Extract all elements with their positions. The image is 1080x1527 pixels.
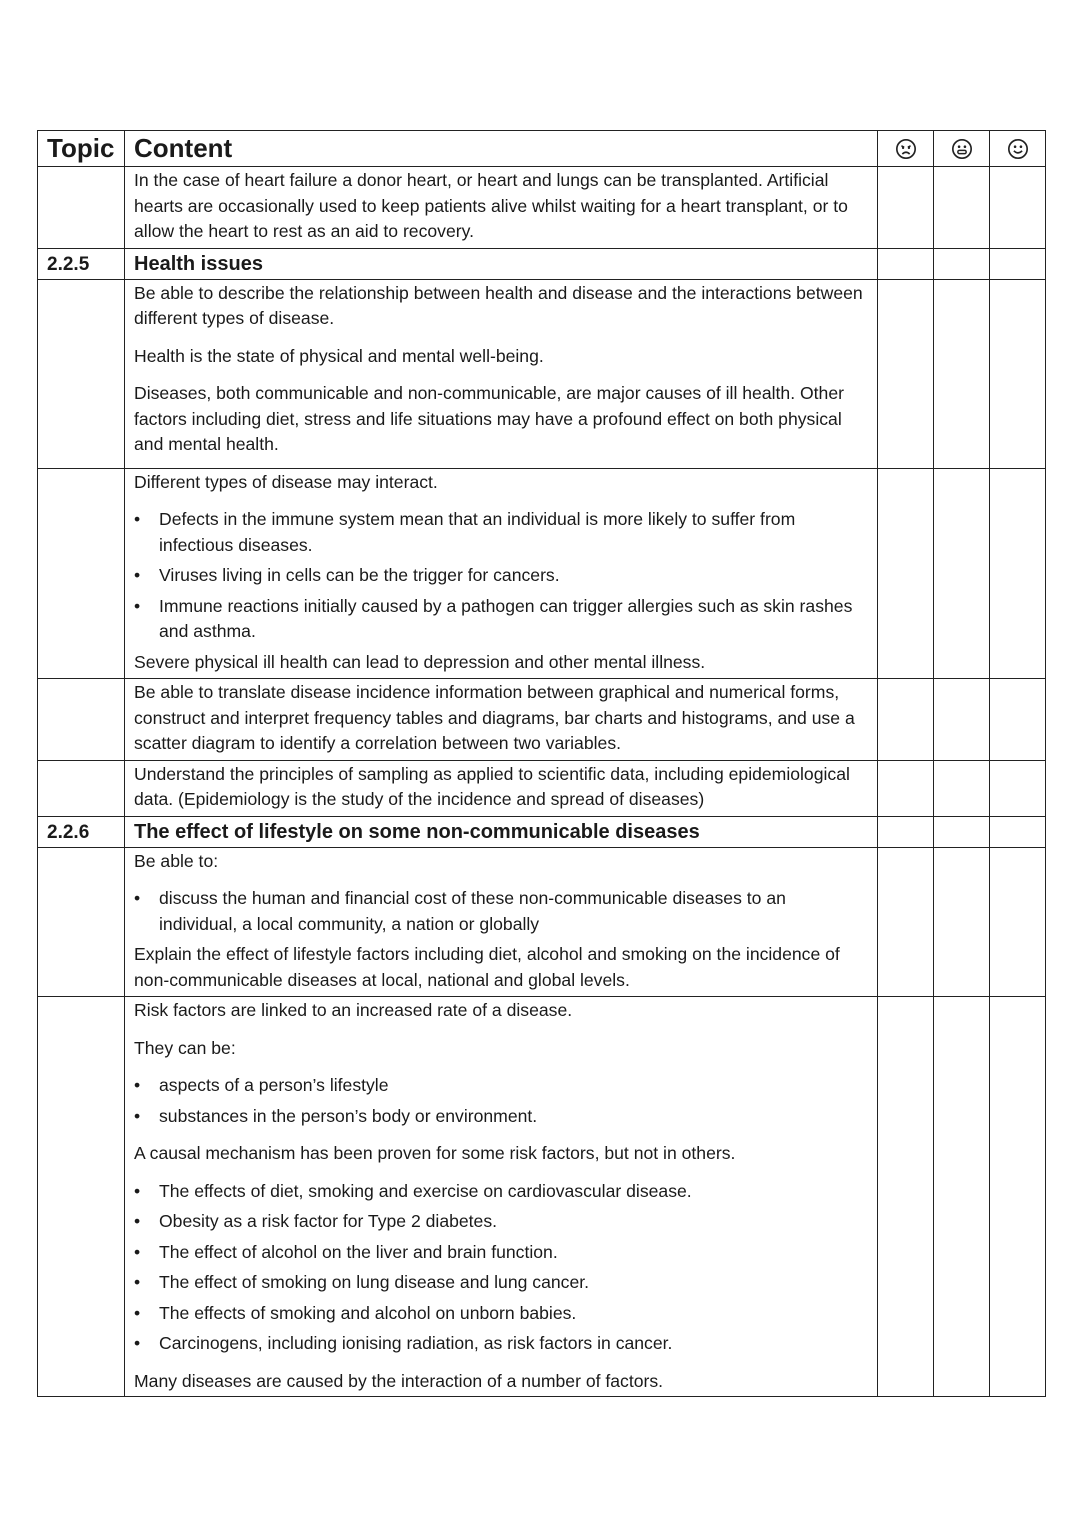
topic-code: 2.2.5: [47, 253, 90, 275]
rating-cell[interactable]: [990, 279, 1046, 468]
content-row: [38, 679, 1046, 761]
rating-cell[interactable]: [990, 847, 1046, 997]
bullet-item: • Viruses living in cells can be the trigger for cancers.: [134, 563, 867, 589]
content-text: Understand the principles of sampling as applied to scientific data, including epidemiological data. (Epidemiology is the study of the incidence and spread of diseases): [134, 763, 850, 809]
topic-header: Topic: [38, 131, 125, 167]
neutral-face-icon: [951, 138, 973, 160]
content-row: [38, 468, 1046, 679]
rating-cell[interactable]: [878, 816, 934, 847]
rating-cell[interactable]: [934, 679, 990, 761]
rating-cell[interactable]: [934, 248, 990, 279]
bullet-item: • substances in the person’s body or environment.: [134, 1104, 867, 1130]
rating-cell[interactable]: [990, 816, 1046, 847]
content-text: Be able to translate disease incidence information between graphical and numerical forms, construct and interpret frequency tables and diagrams, bar charts and histograms, and use a scatter diagram to identify a correlation between two variables.: [134, 682, 855, 753]
rating-cell[interactable]: [878, 279, 934, 468]
content-text: Many diseases are caused by the interaction of a number of factors.: [134, 1370, 664, 1391]
happy-face-icon: [1007, 138, 1029, 160]
content-row: [38, 167, 1046, 249]
content-row: [38, 279, 1046, 468]
bullet-item: • The effects of smoking and alcohol on unborn babies.: [134, 1301, 867, 1327]
rating-cell[interactable]: [878, 847, 934, 997]
rating-cell[interactable]: [878, 997, 934, 1397]
specification-table: [37, 130, 1046, 1397]
content-text: They can be:: [134, 1037, 236, 1058]
rating-cell[interactable]: [990, 468, 1046, 679]
topic-code: 2.2.6: [47, 821, 90, 843]
header-row: [38, 131, 1046, 167]
content-text: Different types of disease may interact.: [134, 471, 438, 492]
content-text: Severe physical ill health can lead to depression and other mental illness.: [134, 651, 706, 672]
section-row: [38, 248, 1046, 279]
content-text: Be able to:: [134, 850, 219, 871]
content-row: [38, 847, 1046, 997]
content-text: Diseases, both communicable and non-communicable, are major causes of ill health. Other factors including diet, stress and life situations may have a profound effect on both physical and mental health.: [134, 383, 844, 454]
content-text: A causal mechanism has been proven for some risk factors, but not in others.: [134, 1143, 736, 1163]
bullet-item: • Obesity as a risk factor for Type 2 diabetes.: [134, 1209, 867, 1235]
rating-cell[interactable]: [990, 167, 1046, 249]
section-row: [38, 816, 1046, 847]
content-text: Explain the effect of lifestyle factors including diet, alcohol and smoking on the incidence of non-communicable diseases at local, national and global levels.: [134, 944, 840, 990]
rating-cell[interactable]: [878, 760, 934, 816]
rating-cell[interactable]: [934, 997, 990, 1397]
content-row: [38, 997, 1046, 1397]
rating-cell[interactable]: [878, 167, 934, 249]
rating-cell[interactable]: [934, 167, 990, 249]
neutral-face-header: [934, 131, 990, 167]
content-header: Content: [125, 131, 878, 167]
bullet-item: • The effects of diet, smoking and exercise on cardiovascular disease.: [134, 1179, 867, 1205]
rating-cell[interactable]: [934, 468, 990, 679]
rating-cell[interactable]: [878, 468, 934, 679]
rating-cell[interactable]: [990, 248, 1046, 279]
happy-face-header: [990, 131, 1046, 167]
rating-cell[interactable]: [934, 279, 990, 468]
bullet-item: • Immune reactions initially caused by a pathogen can trigger allergies such as skin rashes and asthma.: [134, 594, 867, 645]
bullet-item: • Defects in the immune system mean that an individual is more likely to suffer from infectious diseases.: [134, 507, 867, 558]
rating-cell[interactable]: [990, 679, 1046, 761]
content-text: In the case of heart failure a donor heart, or heart and lungs can be transplanted. Artificial hearts are occasionally used to keep patients alive whilst waiting for a heart transplant, or to allow the heart to rest as an aid to recovery.: [134, 170, 848, 241]
sad-face-icon: [895, 138, 917, 160]
rating-cell[interactable]: [990, 760, 1046, 816]
rating-cell[interactable]: [878, 679, 934, 761]
rating-cell[interactable]: [934, 847, 990, 997]
bullet-item: • Carcinogens, including ionising radiation, as risk factors in cancer.: [134, 1331, 867, 1357]
rating-cell[interactable]: [934, 816, 990, 847]
rating-cell[interactable]: [934, 760, 990, 816]
content-text: Health is the state of physical and mental well-being.: [134, 345, 544, 366]
bullet-item: • aspects of a person’s lifestyle: [134, 1073, 867, 1099]
content-text: Risk factors are linked to an increased rate of a disease.: [134, 1000, 573, 1020]
section-title: Health issues: [134, 252, 263, 275]
content-text: Be able to describe the relationship between health and disease and the interactions between different types of disease.: [134, 282, 863, 328]
sad-face-header: [878, 131, 934, 167]
bullet-item: • The effect of alcohol on the liver and brain function.: [134, 1240, 867, 1266]
bullet-item: • The effect of smoking on lung disease and lung cancer.: [134, 1270, 867, 1296]
bullet-item: • discuss the human and financial cost of these non-communicable diseases to an individual, a local community, a nation or globally: [134, 886, 867, 937]
content-row: [38, 760, 1046, 816]
rating-cell[interactable]: [990, 997, 1046, 1397]
rating-cell[interactable]: [878, 248, 934, 279]
section-title: The effect of lifestyle on some non-communicable diseases: [134, 820, 700, 843]
